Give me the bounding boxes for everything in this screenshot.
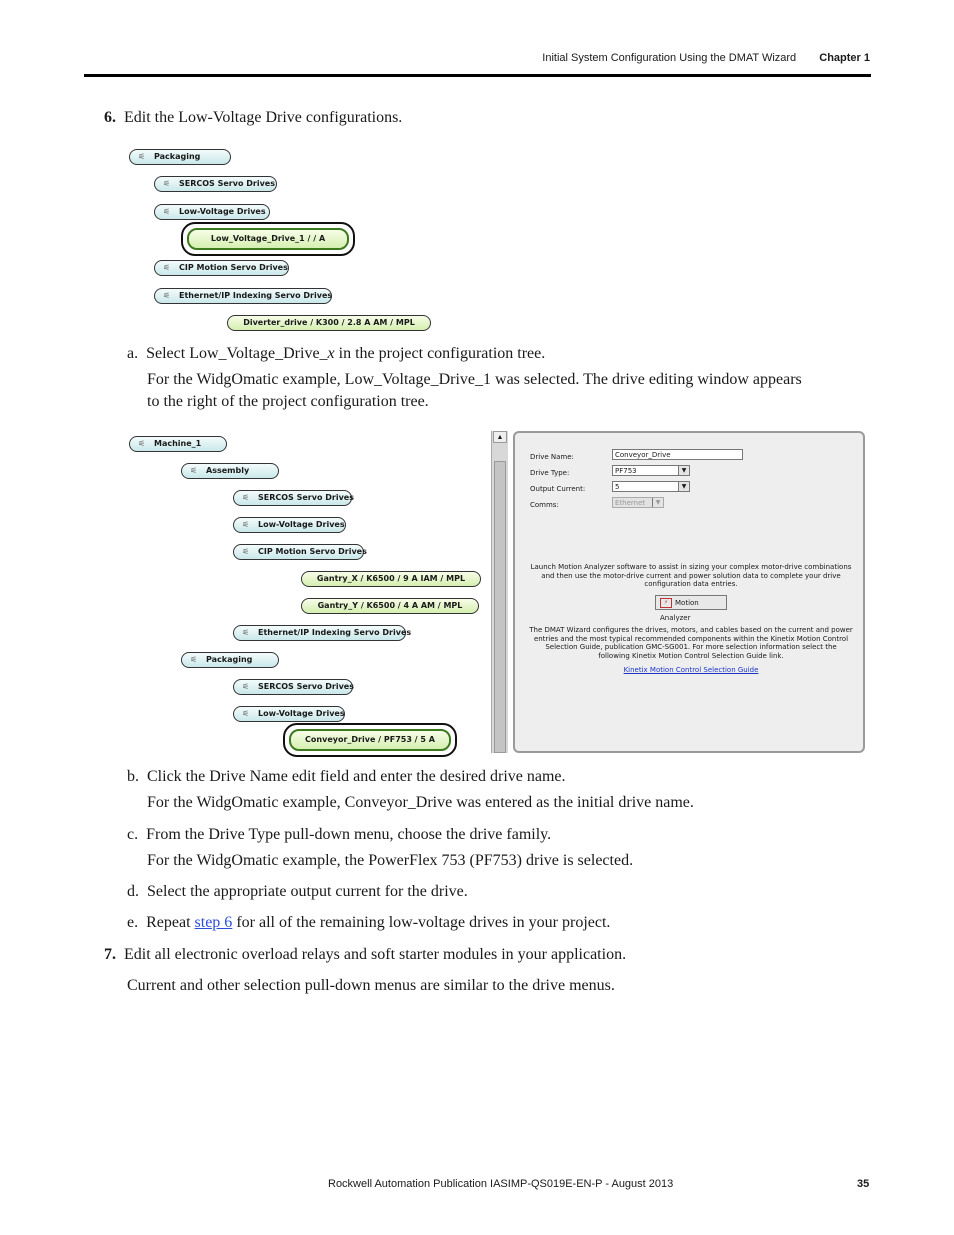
drive-edit-panel bbox=[513, 431, 865, 753]
tree-node-low-voltage[interactable] bbox=[233, 517, 346, 533]
substep-c-marker: c. bbox=[127, 826, 139, 843]
step-7-note: Current and other selection pull-down menus are similar to the drive menus. bbox=[127, 977, 615, 994]
step-6-link[interactable]: step 6 bbox=[194, 914, 233, 931]
tree-node-packaging[interactable] bbox=[129, 149, 231, 165]
step-7-number: 7. bbox=[104, 946, 116, 963]
step-7-text: Edit all electronic overload relays and soft starter modules in your application. bbox=[124, 946, 627, 963]
step-6 bbox=[104, 108, 402, 128]
tree-node-sercos[interactable] bbox=[233, 490, 352, 506]
tree-node-icon: ⚟ bbox=[163, 207, 171, 216]
substep-d-text: Select the appropriate output current for the drive. bbox=[147, 883, 468, 900]
substep-a bbox=[127, 344, 545, 364]
chevron-down-icon[interactable]: ▼ bbox=[678, 482, 689, 491]
tree-node-gantry-x[interactable]: Gantry_X / K6500 / 9 A IAM / MPL bbox=[301, 571, 481, 587]
tree-node-label: Packaging bbox=[206, 655, 253, 664]
tree-node-label: SERCOS Servo Drives bbox=[258, 493, 354, 502]
drive-type-select[interactable] bbox=[612, 465, 690, 476]
tree-node-conveyor-drive: Conveyor_Drive / PF753 / 5 A bbox=[289, 729, 451, 751]
tree-node-label: Low-Voltage Drives bbox=[258, 520, 345, 529]
substep-a-text-var: x bbox=[327, 345, 335, 362]
tree-node-icon: ⚟ bbox=[190, 655, 198, 664]
drive-name-field[interactable]: Conveyor_Drive bbox=[612, 449, 743, 460]
tree-node-label: Ethernet/IP Indexing Servo Drives bbox=[179, 291, 333, 300]
tree-node-cip[interactable] bbox=[154, 260, 289, 276]
tree-node-low-voltage[interactable] bbox=[154, 204, 270, 220]
dmat-info-text: The DMAT Wizard configures the drives, motors, and cables based on the current and power entries and the most typical recommended components within the Kinetix Motion Control Selection Guide, publication GMC-SG001. For more selection information select the following Kinetix Motion Control Selection Guide link. bbox=[529, 626, 853, 660]
tree-node-label: Low-Voltage Drives bbox=[258, 709, 345, 718]
substep-a-text-pre: Select Low_Voltage_Drive_ bbox=[146, 345, 328, 362]
page-number: 35 bbox=[857, 1178, 870, 1190]
tree-node-icon: ⚟ bbox=[242, 547, 250, 556]
substep-c-note: For the WidgOmatic example, the PowerFlex 753 (PF753) drive is selected. bbox=[147, 852, 634, 869]
tree-node-low-voltage-drive-1: Low_Voltage_Drive_1 / / A bbox=[187, 228, 349, 250]
step-6-number: 6. bbox=[104, 109, 116, 126]
tree-node-sercos-2[interactable] bbox=[233, 679, 353, 695]
tree-node-icon: ⚟ bbox=[242, 709, 250, 718]
tree-node-label: Assembly bbox=[206, 466, 250, 475]
header-chapter: Chapter 1 bbox=[819, 52, 870, 64]
substep-a-marker: a. bbox=[127, 345, 139, 362]
tree-node-icon: ⚟ bbox=[163, 263, 171, 272]
tree-node-cip[interactable] bbox=[233, 544, 367, 560]
tree-node-low-voltage-2[interactable] bbox=[233, 706, 345, 722]
tree-node-icon: ⚟ bbox=[242, 682, 250, 691]
footer-publication: Rockwell Automation Publication IASIMP-QS019E-EN-P - August 2013 bbox=[328, 1178, 674, 1190]
tree-node-selected-ring[interactable] bbox=[181, 222, 355, 256]
drive-name-label: Drive Name: bbox=[530, 453, 574, 461]
tree-node-label: Low-Voltage Drives bbox=[179, 207, 266, 216]
tree-node-icon: ⚟ bbox=[190, 466, 198, 475]
output-current-value: 5 bbox=[615, 483, 620, 491]
substep-a-note-1: For the WidgOmatic example, Low_Voltage_Drive_1 was selected. The drive editing window appears bbox=[147, 371, 802, 388]
substep-b-note: For the WidgOmatic example, Conveyor_Drive was entered as the initial drive name. bbox=[147, 794, 694, 811]
tree-node-label: Ethernet/IP Indexing Servo Drives bbox=[258, 628, 412, 637]
tree-node-machine[interactable] bbox=[129, 436, 227, 452]
scrollbar-thumb[interactable] bbox=[494, 461, 506, 753]
output-current-label: Output Current: bbox=[530, 485, 586, 493]
header-rule bbox=[84, 74, 871, 77]
substep-b-marker: b. bbox=[127, 768, 139, 785]
substep-c bbox=[127, 825, 551, 845]
tree-node-icon: ⚟ bbox=[138, 152, 146, 161]
tree-node-icon: ⚟ bbox=[163, 179, 171, 188]
tree-node-label: CIP Motion Servo Drives bbox=[179, 263, 288, 272]
substep-d bbox=[127, 882, 468, 902]
step-7 bbox=[104, 945, 626, 965]
tree-node-icon: ⚟ bbox=[242, 493, 250, 502]
tree-scrollbar[interactable] bbox=[491, 431, 508, 753]
substep-b-text: Click the Drive Name edit field and enter the desired drive name. bbox=[147, 768, 566, 785]
kinetix-selection-guide-link[interactable]: Kinetix Motion Control Selection Guide bbox=[623, 666, 759, 674]
tree-node-icon: ⚟ bbox=[242, 520, 250, 529]
comms-select bbox=[612, 497, 664, 508]
output-current-select[interactable] bbox=[612, 481, 690, 492]
tree-node-label: Packaging bbox=[154, 152, 201, 161]
scroll-up-arrow-icon[interactable]: ▲ bbox=[493, 431, 507, 443]
substep-a-text-post: in the project configuration tree. bbox=[334, 345, 546, 362]
chevron-down-icon[interactable]: ▼ bbox=[678, 466, 689, 475]
header-section-title: Initial System Configuration Using the DMAT Wizard bbox=[542, 52, 797, 64]
tree-node-label: SERCOS Servo Drives bbox=[258, 682, 354, 691]
step-6-text: Edit the Low-Voltage Drive configurations. bbox=[124, 109, 403, 126]
launch-motion-analyzer-text: Launch Motion Analyzer software to assist in sizing your complex motor-drive combinations and then use the motor-drive current and power solution data to complete your drive configuration data entries. bbox=[530, 563, 852, 588]
tree-node-label: SERCOS Servo Drives bbox=[179, 179, 275, 188]
tree-node-gantry-y[interactable]: Gantry_Y / K6500 / 4 A AM / MPL bbox=[301, 598, 479, 614]
drive-type-value: PF753 bbox=[615, 467, 637, 475]
substep-e bbox=[127, 913, 610, 933]
motion-analyzer-icon: ⚡ bbox=[660, 598, 672, 608]
tree-node-icon: ⚟ bbox=[163, 291, 171, 300]
tree-node-selected-ring[interactable] bbox=[283, 723, 457, 757]
substep-d-marker: d. bbox=[127, 883, 139, 900]
substep-e-post: for all of the remaining low-voltage drives in your project. bbox=[232, 914, 611, 931]
page-header bbox=[542, 52, 870, 64]
comms-label: Comms: bbox=[530, 501, 559, 509]
tree-node-icon: ⚟ bbox=[242, 628, 250, 637]
chevron-down-icon: ▼ bbox=[652, 498, 663, 507]
drive-type-label: Drive Type: bbox=[530, 469, 570, 477]
tree-node-ethernet[interactable] bbox=[154, 288, 332, 304]
tree-node-ethernet[interactable] bbox=[233, 625, 412, 641]
substep-a-note-2: to the right of the project configuration tree. bbox=[147, 393, 429, 410]
tree-node-icon: ⚟ bbox=[138, 439, 146, 448]
tree-node-label: Machine_1 bbox=[154, 439, 202, 448]
substep-e-pre: Repeat bbox=[146, 914, 195, 931]
substep-b bbox=[127, 767, 566, 787]
tree-node-packaging[interactable] bbox=[181, 652, 279, 668]
tree-node-label: CIP Motion Servo Drives bbox=[258, 547, 367, 556]
comms-value: Ethernet bbox=[615, 499, 646, 507]
motion-analyzer-label: Motion Analyzer bbox=[660, 599, 699, 622]
tree-node-assembly[interactable] bbox=[181, 463, 279, 479]
substep-c-text: From the Drive Type pull-down menu, choose the drive family. bbox=[146, 826, 552, 843]
motion-analyzer-button[interactable] bbox=[655, 595, 727, 622]
substep-e-marker: e. bbox=[127, 914, 139, 931]
tree-node-sercos[interactable] bbox=[154, 176, 277, 192]
tree-node-diverter-drive[interactable]: Diverter_drive / K300 / 2.8 A AM / MPL bbox=[227, 315, 431, 331]
